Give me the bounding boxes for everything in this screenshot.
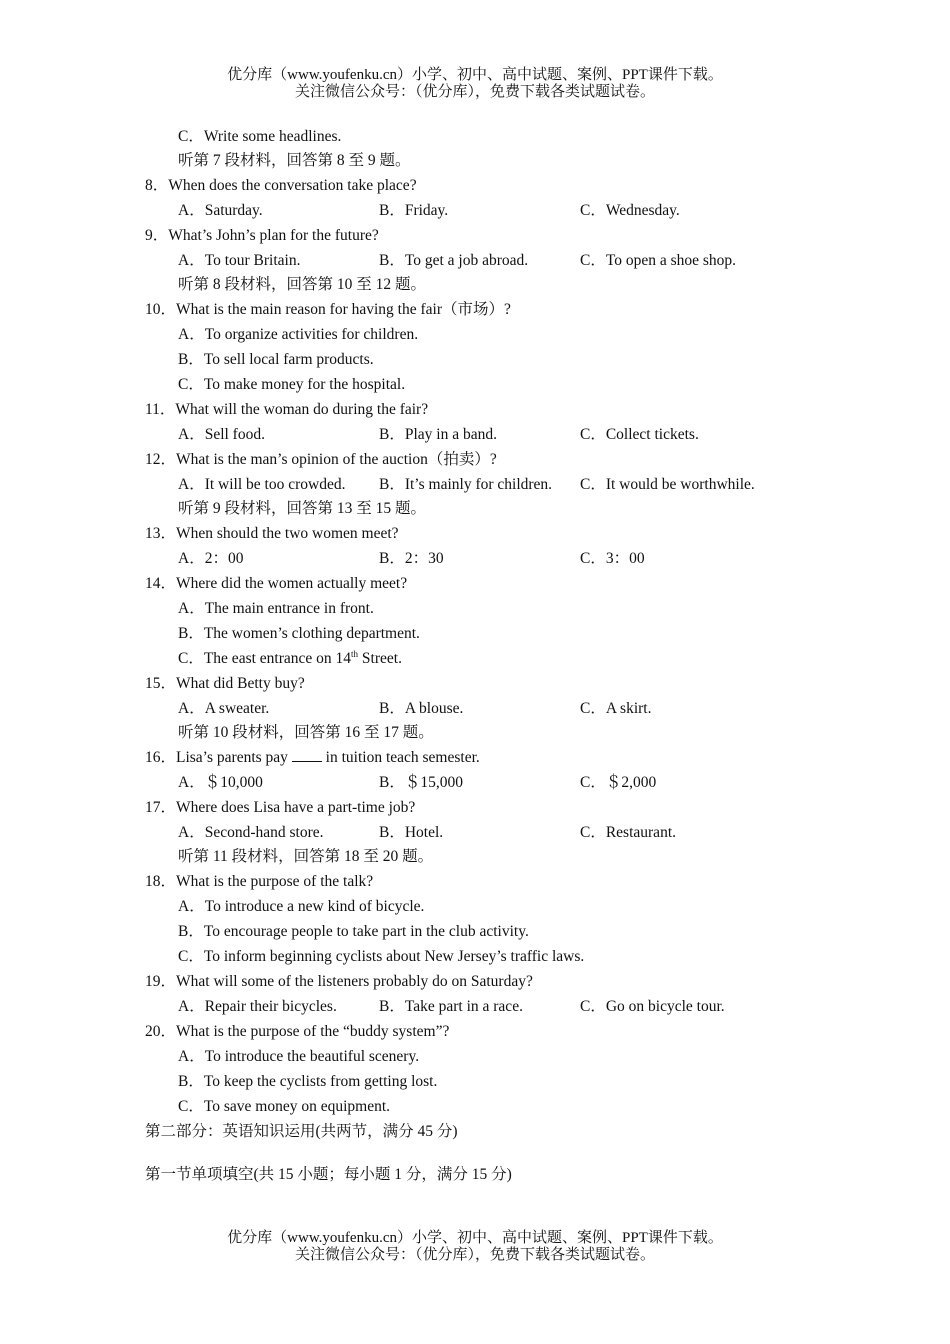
q17-option-b: B．Hotel. [379, 824, 444, 841]
q16-text-post: in tuition teach semester. [325, 749, 480, 766]
question-12: 12．What is the man’s opinion of the auction（拍卖）? [145, 451, 497, 468]
q8-option-a: A．Saturday. [178, 202, 263, 219]
q13-option-c: C．3：00 [580, 550, 645, 567]
q9-option-c: C．To open a shoe shop. [580, 252, 737, 269]
q16-option-c: C．＄2,000 [580, 774, 657, 791]
part-2-heading: 第二部分：英语知识运用(共两节，满分 45 分) [145, 1123, 458, 1140]
section-10-instruction: 听第 10 段材料，回答第 16 至 17 题。 [178, 724, 434, 741]
q20-option-c: C．To save money on equipment. [178, 1098, 391, 1115]
q18-option-b: B．To encourage people to take part in the club activity. [178, 923, 529, 940]
question-17: 17．Where does Lisa have a part-time job? [145, 799, 416, 816]
section-7-instruction: 听第 7 段材料，回答第 8 至 9 题。 [178, 152, 411, 169]
q19-option-a: A．Repair their bicycles. [178, 998, 337, 1015]
q14-option-b: B．The women’s clothing department. [178, 625, 420, 642]
q18-option-a: A．To introduce a new kind of bicycle. [178, 898, 425, 915]
question-19: 19．What will some of the listeners probably do on Saturday? [145, 973, 533, 990]
prev-option-c: C．Write some headlines. [178, 128, 342, 145]
header-line-1: 优分库（www.youfenku.cn）小学、初中、高中试题、案例、PPT课件下载。 [227, 67, 723, 83]
q16-text-pre: 16．Lisa’s parents pay [145, 749, 288, 766]
question-8: 8．When does the conversation take place? [145, 177, 417, 194]
q12-option-c: C．It would be worthwhile. [580, 476, 755, 493]
section-11-instruction: 听第 11 段材料，回答第 18 至 20 题。 [178, 848, 434, 865]
q19-option-b: B．Take part in a race. [379, 998, 523, 1015]
q9-option-a: A．To tour Britain. [178, 252, 301, 269]
q17-option-a: A．Second-hand store. [178, 824, 324, 841]
q14-option-c [178, 649, 402, 669]
q20-option-b: B．To keep the cyclists from getting lost. [178, 1073, 438, 1090]
question-18: 18．What is the purpose of the talk? [145, 873, 374, 890]
q19-option-c: C．Go on bicycle tour. [580, 998, 725, 1015]
question-11: 11．What will the woman do during the fair? [145, 401, 429, 418]
header-line-2: 关注微信公众号：（优分库），免费下载各类试题试卷。 [294, 84, 655, 100]
q8-option-b: B．Friday. [379, 202, 449, 219]
question-20: 20．What is the purpose of the “buddy system”? [145, 1023, 450, 1040]
page-footer [0, 1230, 950, 1264]
question-13: 13．When should the two women meet? [145, 525, 399, 542]
q8-option-c: C．Wednesday. [580, 202, 680, 219]
section-8-instruction: 听第 8 段材料，回答第 10 至 12 题。 [178, 276, 427, 293]
q12-option-a: A．It will be too crowded. [178, 476, 346, 493]
part-2-section-1-heading: 第一节单项填空(共 15 小题；每小题 1 分，满分 15 分) [145, 1166, 512, 1183]
q16-option-a: A．＄10,000 [178, 774, 263, 791]
q14-option-c-post: Street. [358, 650, 402, 667]
footer-line-2: 关注微信公众号：（优分库），免费下载各类试题试卷。 [294, 1247, 655, 1263]
q15-option-c: C．A skirt. [580, 700, 652, 717]
question-14: 14．Where did the women actually meet? [145, 575, 408, 592]
q10-option-b: B．To sell local farm products. [178, 351, 374, 368]
section-9-instruction: 听第 9 段材料，回答第 13 至 15 题。 [178, 500, 427, 517]
q11-option-b: B．Play in a band. [379, 426, 497, 443]
q11-option-a: A．Sell food. [178, 426, 265, 443]
question-15: 15．What did Betty buy? [145, 675, 305, 692]
footer-line-1: 优分库（www.youfenku.cn）小学、初中、高中试题、案例、PPT课件下载。 [227, 1230, 723, 1246]
q11-option-c: C．Collect tickets. [580, 426, 699, 443]
q14-option-c-text: C．The east entrance on 14 [178, 650, 352, 667]
question-16 [145, 748, 480, 768]
q18-option-c: C．To inform beginning cyclists about New Jersey’s traffic laws. [178, 948, 585, 965]
q15-option-b: B．A blouse. [379, 700, 464, 717]
q9-option-b: B．To get a job abroad. [379, 252, 529, 269]
question-9: 9．What’s John’s plan for the future? [145, 227, 379, 244]
question-10: 10．What is the main reason for having the fair（市场）? [145, 301, 511, 318]
page-header [0, 67, 950, 101]
q10-option-c: C．To make money for the hospital. [178, 376, 406, 393]
q17-option-c: C．Restaurant. [580, 824, 676, 841]
q10-option-a: A．To organize activities for children. [178, 326, 419, 343]
q13-option-a: A．2：00 [178, 550, 244, 567]
q16-option-b: B．＄15,000 [379, 774, 463, 791]
q14-option-a: A．The main entrance in front. [178, 600, 374, 617]
q14-option-c-sup: th [351, 648, 359, 659]
q20-option-a: A．To introduce the beautiful scenery. [178, 1048, 420, 1065]
q12-option-b: B．It’s mainly for children. [379, 476, 553, 493]
q13-option-b: B．2：30 [379, 550, 444, 567]
q15-option-a: A．A sweater. [178, 700, 270, 717]
q16-blank [292, 749, 322, 762]
